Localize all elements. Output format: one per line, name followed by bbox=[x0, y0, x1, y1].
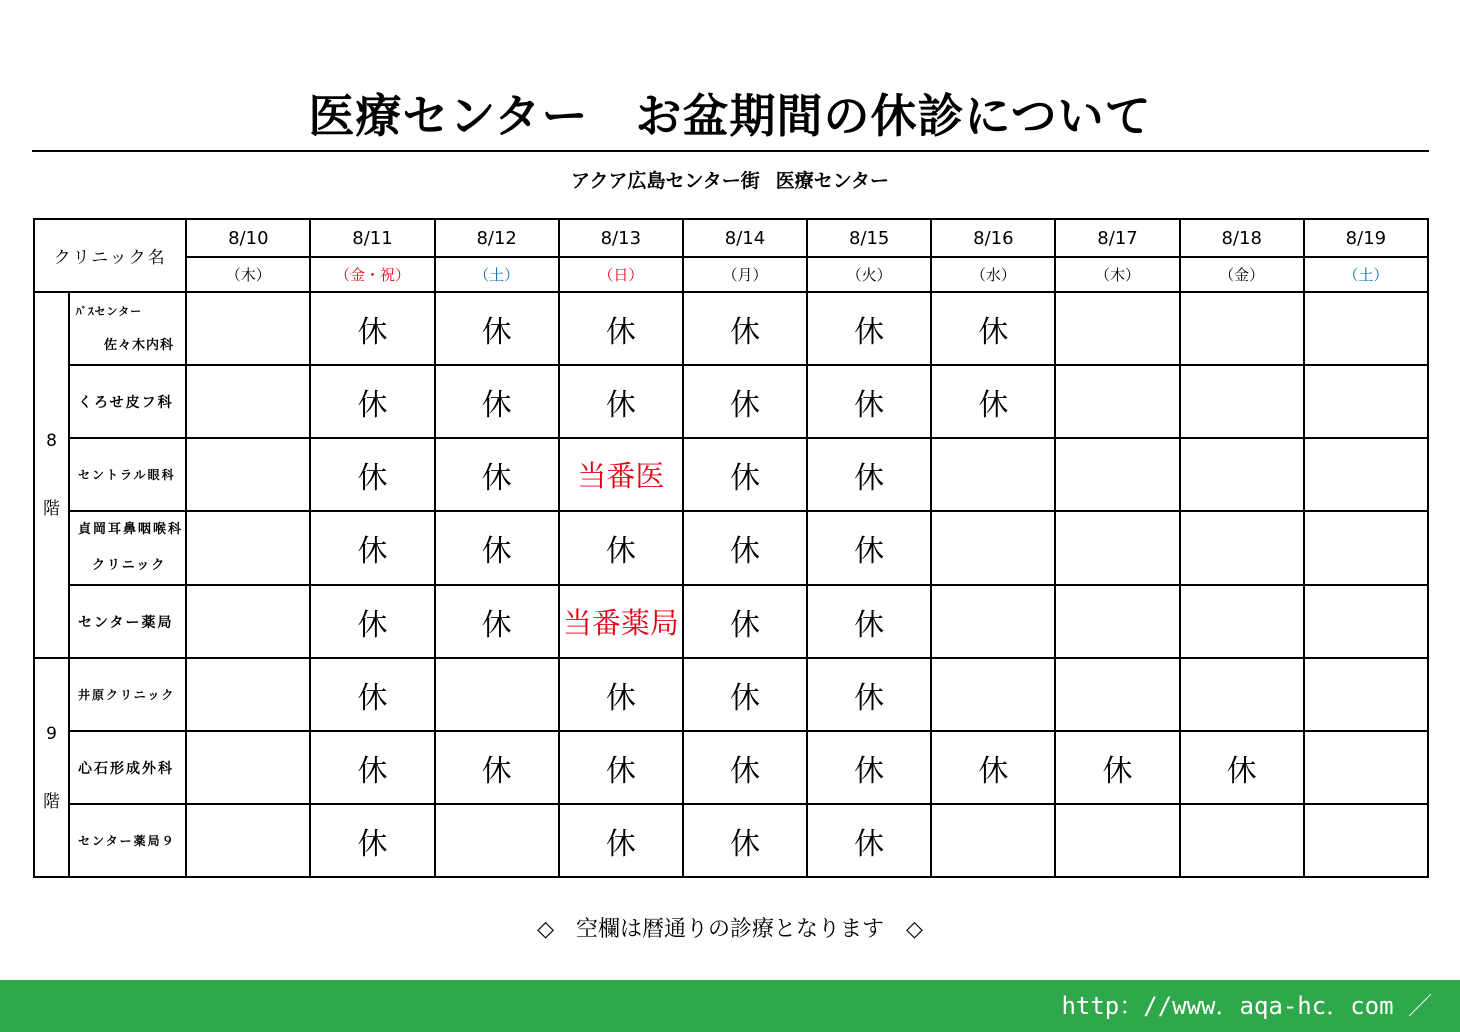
floor-8-label bbox=[34, 292, 69, 658]
open-cell bbox=[186, 658, 310, 731]
open-cell bbox=[1180, 804, 1304, 877]
open-cell bbox=[186, 731, 310, 804]
closed-cell: 休 bbox=[435, 438, 559, 511]
closed-cell: 休 bbox=[310, 292, 434, 365]
closed-cell: 休 bbox=[435, 585, 559, 658]
clinic-name-line1: くろせ皮フ科 bbox=[78, 394, 174, 411]
closed-cell: 休 bbox=[559, 658, 683, 731]
open-cell bbox=[435, 804, 559, 877]
open-cell bbox=[1180, 658, 1304, 731]
date-header: 8/15 bbox=[807, 219, 931, 257]
closed-cell: 休 bbox=[931, 365, 1055, 438]
clinic-name-line1: センター薬局 bbox=[78, 614, 174, 631]
open-cell bbox=[1055, 511, 1179, 585]
weekday-header: （月） bbox=[683, 257, 807, 292]
closed-cell: 休 bbox=[435, 292, 559, 365]
floor-kai: 階 bbox=[43, 499, 61, 519]
on-duty-cell: 当番薬局 bbox=[559, 585, 683, 658]
open-cell bbox=[186, 511, 310, 585]
closed-cell: 休 bbox=[683, 365, 807, 438]
clinic-name bbox=[69, 438, 186, 511]
table-row bbox=[34, 731, 1428, 804]
closed-cell: 休 bbox=[310, 365, 434, 438]
closed-cell: 休 bbox=[807, 658, 931, 731]
closed-cell: 休 bbox=[435, 511, 559, 585]
open-cell bbox=[1180, 511, 1304, 585]
weekday-header: （土） bbox=[1304, 257, 1428, 292]
open-cell bbox=[1304, 731, 1428, 804]
open-cell bbox=[1055, 658, 1179, 731]
floor-kai: 階 bbox=[43, 791, 61, 812]
open-cell bbox=[1055, 438, 1179, 511]
closed-cell: 休 bbox=[683, 804, 807, 877]
open-cell bbox=[1304, 365, 1428, 438]
closed-cell: 休 bbox=[683, 292, 807, 365]
closed-cell: 休 bbox=[807, 511, 931, 585]
weekday-header: （木） bbox=[186, 257, 310, 292]
open-cell bbox=[1304, 292, 1428, 365]
clinic-name bbox=[69, 585, 186, 658]
closed-cell: 休 bbox=[683, 438, 807, 511]
closed-cell: 休 bbox=[559, 292, 683, 365]
floor-9-label bbox=[34, 658, 69, 877]
date-header: 8/16 bbox=[931, 219, 1055, 257]
open-cell bbox=[186, 292, 310, 365]
closed-cell: 休 bbox=[683, 585, 807, 658]
closed-cell: 休 bbox=[683, 511, 807, 585]
open-cell bbox=[931, 511, 1055, 585]
closed-cell: 休 bbox=[559, 731, 683, 804]
closed-cell: 休 bbox=[683, 658, 807, 731]
weekday-header: （水） bbox=[931, 257, 1055, 292]
open-cell bbox=[1055, 292, 1179, 365]
open-cell bbox=[1304, 511, 1428, 585]
closed-cell: 休 bbox=[310, 585, 434, 658]
closed-cell: 休 bbox=[807, 585, 931, 658]
subtitle-org: 医療センター bbox=[775, 170, 889, 192]
clinic-name-line2: 佐々木内科 bbox=[104, 337, 175, 353]
floor-number: 9 bbox=[46, 723, 57, 744]
date-header: 8/11 bbox=[310, 219, 434, 257]
subtitle bbox=[0, 168, 1460, 194]
closed-cell: 休 bbox=[807, 731, 931, 804]
closed-cell: 休 bbox=[310, 658, 434, 731]
weekday-header: （日） bbox=[559, 257, 683, 292]
date-header: 8/10 bbox=[186, 219, 310, 257]
table-row bbox=[34, 292, 1428, 365]
subtitle-place: アクア広島センター街 bbox=[571, 170, 760, 192]
closed-cell: 休 bbox=[683, 731, 807, 804]
clinic-name-header: クリニック名 bbox=[34, 219, 186, 292]
closed-cell: 休 bbox=[559, 511, 683, 585]
open-cell bbox=[186, 804, 310, 877]
date-header: 8/18 bbox=[1180, 219, 1304, 257]
table-row bbox=[34, 585, 1428, 658]
closed-cell: 休 bbox=[310, 511, 434, 585]
date-header: 8/14 bbox=[683, 219, 807, 257]
table-row bbox=[34, 658, 1428, 731]
clinic-name-line1: ﾊﾞｽセンター bbox=[76, 304, 143, 318]
clinic-name bbox=[69, 511, 186, 585]
open-cell bbox=[1180, 292, 1304, 365]
weekday-header: （金・祝） bbox=[310, 257, 434, 292]
open-cell bbox=[435, 658, 559, 731]
floor-number: 8 bbox=[46, 431, 57, 451]
open-cell bbox=[931, 585, 1055, 658]
clinic-name-line1: 心石形成外科 bbox=[78, 760, 175, 777]
closed-cell: 休 bbox=[310, 804, 434, 877]
clinic-name bbox=[69, 804, 186, 877]
clinic-name bbox=[69, 658, 186, 731]
date-header: 8/13 bbox=[559, 219, 683, 257]
table-row bbox=[34, 511, 1428, 585]
closed-cell: 休 bbox=[559, 365, 683, 438]
open-cell bbox=[931, 658, 1055, 731]
open-cell bbox=[1304, 804, 1428, 877]
open-cell bbox=[186, 585, 310, 658]
weekday-header: （金） bbox=[1180, 257, 1304, 292]
clinic-name bbox=[69, 731, 186, 804]
date-header: 8/17 bbox=[1055, 219, 1179, 257]
weekday-header: （土） bbox=[435, 257, 559, 292]
closed-cell: 休 bbox=[931, 292, 1055, 365]
date-header: 8/19 bbox=[1304, 219, 1428, 257]
weekday-header: （火） bbox=[807, 257, 931, 292]
clinic-name bbox=[69, 365, 186, 438]
closed-cell: 休 bbox=[310, 731, 434, 804]
clinic-name-line1: 貞岡耳鼻咽喉科 bbox=[78, 522, 184, 537]
table-row bbox=[34, 365, 1428, 438]
website-url[interactable]: http：//www．aqa-hc．com ／ bbox=[1061, 992, 1432, 1020]
open-cell bbox=[1055, 365, 1179, 438]
clinic-name bbox=[69, 292, 186, 365]
closure-schedule-table bbox=[33, 218, 1429, 878]
title-divider bbox=[32, 150, 1429, 152]
weekday-header: （木） bbox=[1055, 257, 1179, 292]
closed-cell: 休 bbox=[435, 365, 559, 438]
clinic-name-line1: セントラル眼科 bbox=[78, 468, 176, 482]
open-cell bbox=[931, 804, 1055, 877]
table-row bbox=[34, 438, 1428, 511]
open-cell bbox=[1180, 365, 1304, 438]
closed-cell: 休 bbox=[807, 804, 931, 877]
closed-cell: 休 bbox=[807, 438, 931, 511]
closed-cell: 休 bbox=[931, 731, 1055, 804]
open-cell bbox=[1055, 804, 1179, 877]
closed-cell: 休 bbox=[807, 365, 931, 438]
closed-cell: 休 bbox=[1180, 731, 1304, 804]
date-header-row bbox=[34, 219, 1428, 257]
footer-bar bbox=[0, 980, 1460, 1032]
open-cell bbox=[931, 438, 1055, 511]
table-row bbox=[34, 804, 1428, 877]
open-cell bbox=[186, 365, 310, 438]
page-title: 医療センター お盆期間の休診について bbox=[308, 89, 1152, 143]
on-duty-cell: 当番医 bbox=[559, 438, 683, 511]
clinic-name-line1: センター薬局９ bbox=[78, 834, 176, 848]
footnote: ◇ 空欄は暦通りの診療となります ◇ bbox=[537, 917, 923, 942]
open-cell bbox=[1304, 438, 1428, 511]
closed-cell: 休 bbox=[310, 438, 434, 511]
closed-cell: 休 bbox=[559, 804, 683, 877]
open-cell bbox=[1055, 585, 1179, 658]
day-header-row bbox=[34, 257, 1428, 292]
open-cell bbox=[1180, 438, 1304, 511]
date-header: 8/12 bbox=[435, 219, 559, 257]
closed-cell: 休 bbox=[435, 731, 559, 804]
closed-cell: 休 bbox=[1055, 731, 1179, 804]
open-cell bbox=[1304, 658, 1428, 731]
closed-cell: 休 bbox=[807, 292, 931, 365]
clinic-name-line1: 井原クリニック bbox=[78, 688, 176, 702]
clinic-name-line2: クリニック bbox=[92, 558, 167, 573]
open-cell bbox=[1180, 585, 1304, 658]
open-cell bbox=[186, 438, 310, 511]
open-cell bbox=[1304, 585, 1428, 658]
